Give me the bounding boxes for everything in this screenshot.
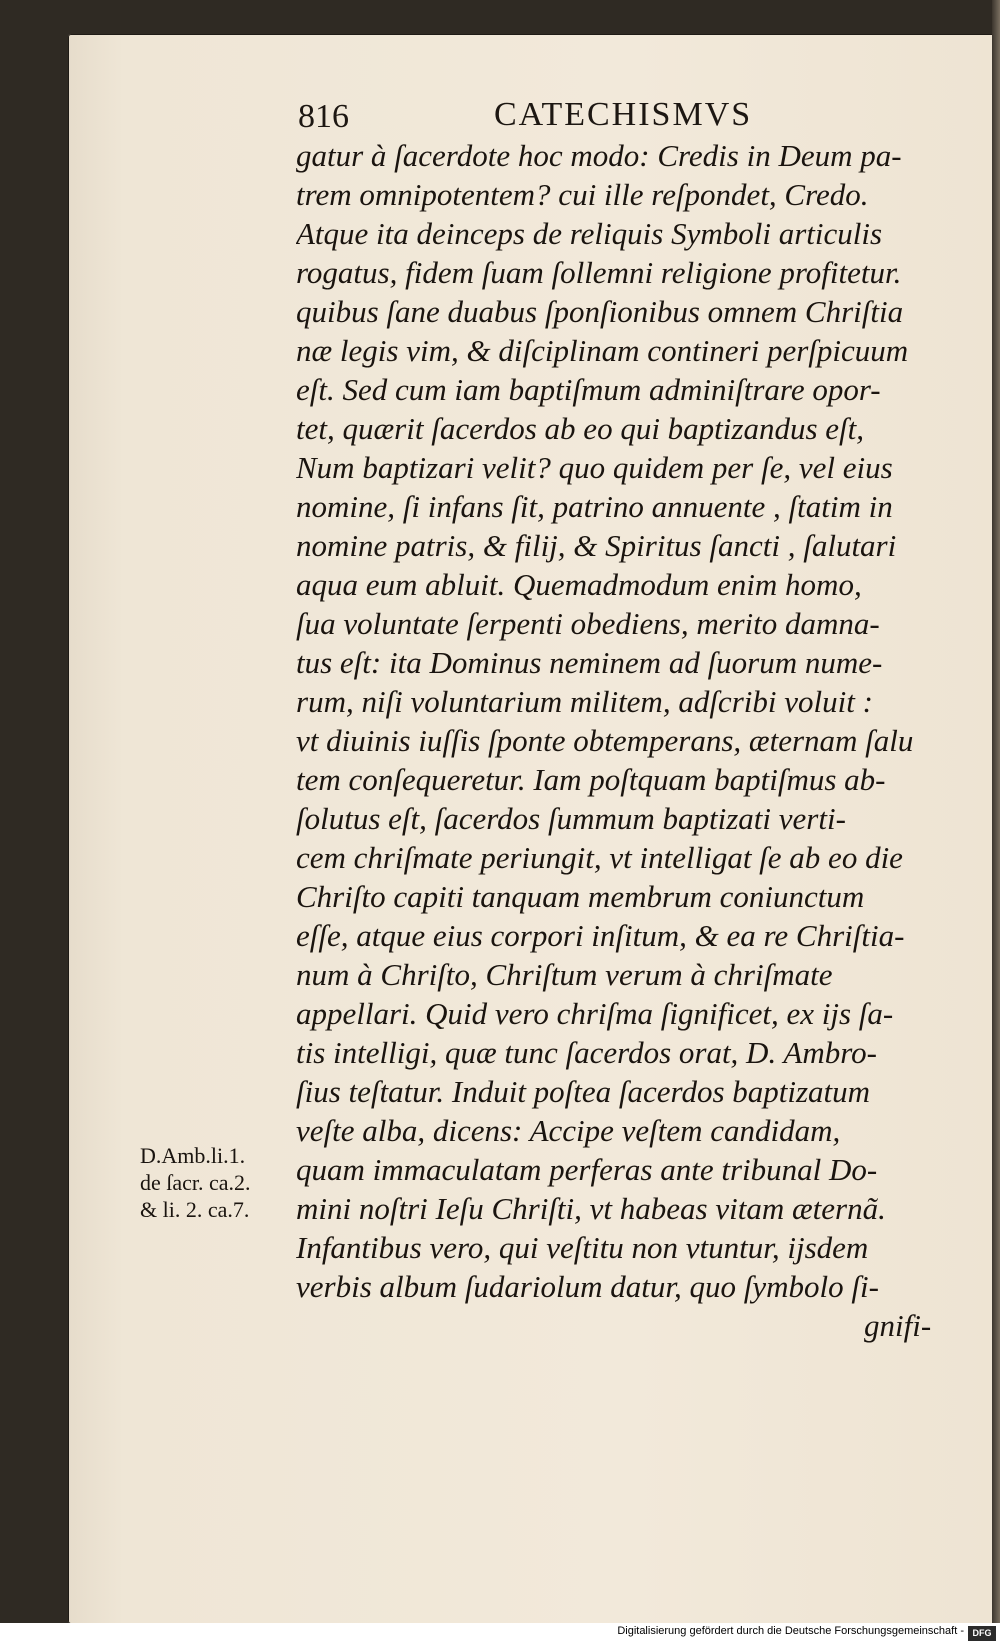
margin-note-line: & li. 2. ca.7.: [140, 1197, 250, 1222]
page-edge: [992, 0, 1000, 1645]
text-line: Chriſto capiti tanquam membrum coniunctum: [296, 879, 865, 914]
footer-bar: [0, 1623, 1000, 1645]
text-line: num à Chriſto, Chriſtum verum à chriſmate: [296, 957, 833, 992]
text-line: mini noſtri Ieſu Chriſti, vt habeas vitam æternã.: [296, 1191, 886, 1226]
margin-note-line: de ſacr. ca.2.: [140, 1170, 251, 1195]
text-line: veſte alba, dicens: Accipe veſtem candidam,: [296, 1113, 841, 1148]
text-line: rum, niſi voluntarium militem, adſcribi voluit :: [296, 684, 873, 719]
text-line: Atque ita deinceps de reliquis Symboli articulis: [296, 216, 883, 251]
text-line: tem conſequeretur. Iam poſtquam baptiſmus ab-: [296, 762, 886, 797]
text-line: vt diuinis iuſſis ſponte obtemperans, æternam ſalu: [296, 723, 914, 758]
text-line: appellari. Quid vero chriſma ſignificet, ex ijs ſa-: [296, 996, 894, 1031]
text-line: Infantibus vero, qui veſtitu non vtuntur, ijsdem: [296, 1230, 869, 1265]
text-line: rogatus, fidem ſuam ſollemni religione profitetur.: [296, 255, 902, 290]
text-line: quibus ſane duabus ſponſionibus omnem Chriſtia: [296, 294, 904, 329]
text-line: trem omnipotentem? cui ille reſpondet, Credo.: [296, 177, 869, 212]
dfg-logo: DFG: [968, 1626, 996, 1641]
text-line: tet, quærit ſacerdos ab eo qui baptizandus eſt,: [296, 411, 865, 446]
text-line: cem chriſmate periungit, vt intelligat ſe ab eo die: [296, 840, 903, 875]
text-line: nomine patris, & filij, & Spiritus ſancti , ſalutari: [296, 528, 897, 563]
main-text: [296, 136, 946, 1386]
text-line: tus eſt: ita Dominus neminem ad ſuorum nume-: [296, 645, 883, 680]
text-line: quam immaculatam perferas ante tribunal Do-: [296, 1152, 878, 1187]
text-line: ſius teſtatur. Induit poſtea ſacerdos baptizatum: [296, 1074, 871, 1109]
text-line: eſt. Sed cum iam baptiſmum adminiſtrare opor-: [296, 372, 881, 407]
text-line: tis intelligi, quæ tunc ſacerdos orat, D. Ambro-: [296, 1035, 877, 1070]
text-line: ſolutus eſt, ſacerdos ſummum baptizati verti-: [296, 801, 846, 836]
text-line: Num baptizari velit? quo quidem per ſe, vel eius: [296, 450, 893, 485]
catchword: gnifi-: [864, 1308, 932, 1343]
text-line: eſſe, atque eius corpori inſitum, & ea re Chriſtia-: [296, 918, 905, 953]
text-line: ſua voluntate ſerpenti obediens, merito damna-: [296, 606, 880, 641]
text-line: nomine, ſi infans ſit, patrino annuente , ſtatim in: [296, 489, 893, 524]
text-line: verbis album ſudariolum datur, quo ſymbolo ſi-: [296, 1269, 879, 1304]
text-line: aqua eum abluit. Quemadmodum enim homo,: [296, 567, 862, 602]
text-line: næ legis vim, & diſciplinam contineri perſpicuum: [296, 333, 909, 368]
page-header: [298, 92, 818, 142]
page-number: 816: [298, 98, 349, 135]
footer-credit: Digitalisierung gefördert durch die Deutsche Forschungsgemeinschaft -: [617, 1625, 964, 1637]
running-head: CATECHISMVS: [494, 96, 753, 133]
margin-note: [140, 1142, 290, 1223]
margin-note-line: D.Amb.li.1.: [140, 1143, 246, 1168]
text-line: gatur à ſacerdote hoc modo: Credis in Deum pa-: [296, 138, 902, 173]
